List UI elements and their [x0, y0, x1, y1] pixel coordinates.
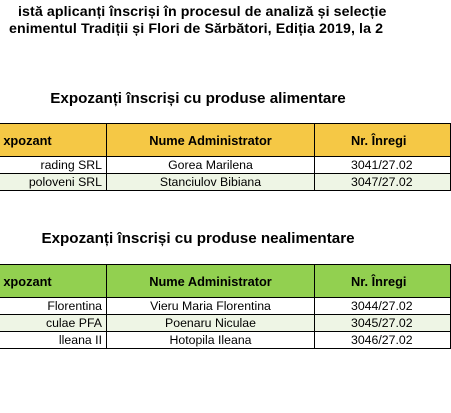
table-header-row: [0, 124, 451, 157]
table-header-row: [0, 265, 451, 298]
registration-number-cell: 3047/27.02: [315, 174, 451, 191]
table-row: [0, 298, 451, 315]
exhibitor-cell: rading SRL: [0, 157, 107, 174]
column-header-administrator: Nume Administrator: [107, 265, 315, 298]
nonfood-section-heading: Expozanți înscriși cu produse nealimentare: [41, 230, 355, 247]
exhibitor-cell: culae PFA: [0, 315, 107, 332]
registration-number-cell: 3046/27.02: [315, 332, 451, 349]
document-title-line-2: enimentul Tradiții și Flori de Sărbători, Ediția 2019, la 2: [9, 21, 384, 37]
administrator-cell: Stanciulov Bibiana: [107, 174, 315, 191]
registration-number-cell: 3041/27.02: [315, 157, 451, 174]
registration-number-cell: 3044/27.02: [315, 298, 451, 315]
column-header-exhibitor: xpozant: [0, 124, 107, 157]
food-section-heading: Expozanți înscriși cu produse alimentare: [50, 90, 346, 107]
column-header-administrator: Nume Administrator: [107, 124, 315, 157]
exhibitor-cell: lleana II: [0, 332, 107, 349]
column-header-registration-number: Nr. Înregi: [315, 265, 451, 298]
document-title-line-1: istă aplicanți înscriși în procesul de analiză și selecție: [18, 4, 387, 20]
table-row: [0, 157, 451, 174]
exhibitor-cell: poloveni SRL: [0, 174, 107, 191]
food-exhibitors-table: [0, 123, 451, 191]
administrator-cell: Hotopila Ileana: [107, 332, 315, 349]
table-row: [0, 174, 451, 191]
nonfood-exhibitors-table: [0, 264, 451, 349]
exhibitor-cell: Florentina: [0, 298, 107, 315]
administrator-cell: Vieru Maria Florentina: [107, 298, 315, 315]
administrator-cell: Gorea Marilena: [107, 157, 315, 174]
column-header-registration-number: Nr. Înregi: [315, 124, 451, 157]
column-header-exhibitor: xpozant: [0, 265, 107, 298]
table-row: [0, 315, 451, 332]
table-row: [0, 332, 451, 349]
registration-number-cell: 3045/27.02: [315, 315, 451, 332]
administrator-cell: Poenaru Niculae: [107, 315, 315, 332]
